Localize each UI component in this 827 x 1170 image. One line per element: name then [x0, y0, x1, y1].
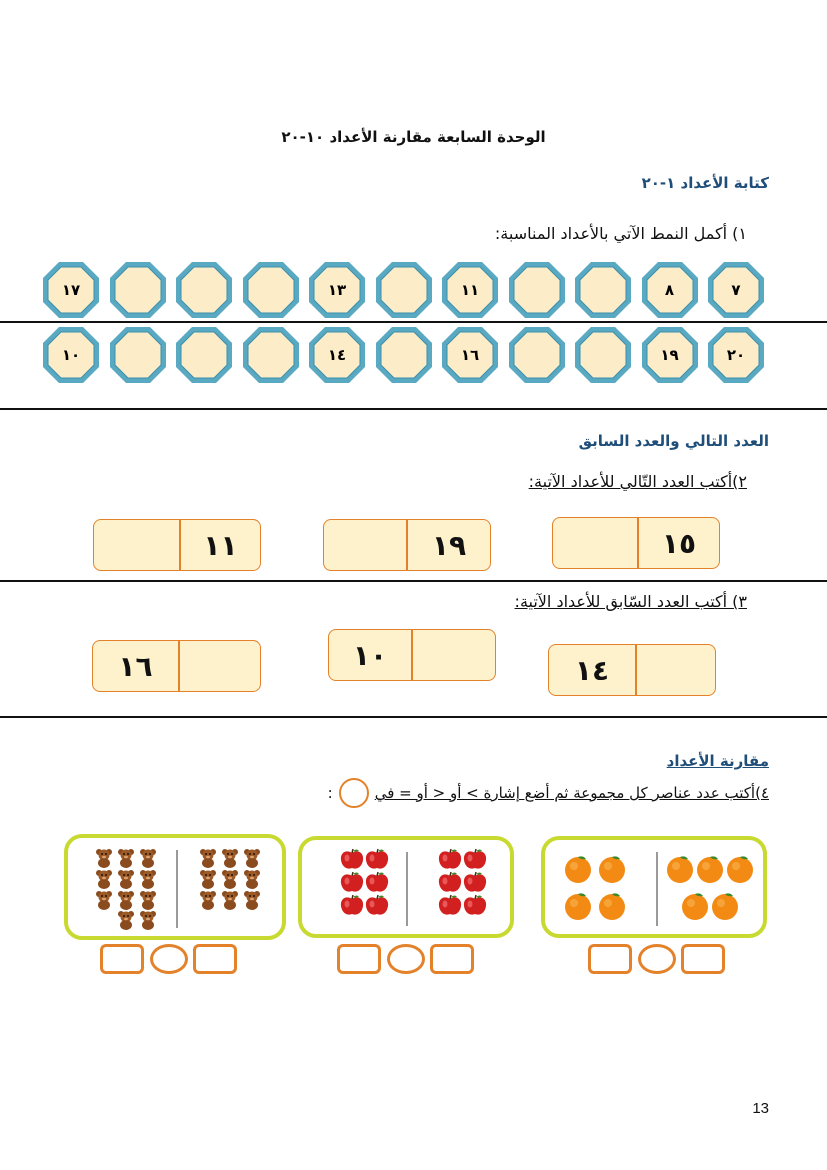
given-number: ١١ [203, 528, 238, 562]
previous-number-domino [548, 644, 716, 696]
octagon-blank[interactable] [507, 260, 567, 320]
apple-icon [340, 894, 364, 920]
given-number: ١٤ [574, 653, 610, 687]
answer-box[interactable] [178, 641, 262, 691]
octagon-number [706, 260, 766, 320]
answer-box[interactable] [324, 520, 406, 570]
octagon-label [507, 325, 567, 385]
octagon-label: ١٦ [460, 346, 480, 364]
divider [0, 716, 827, 718]
section-heading-writing-numbers: كتابة الأعداد ١-٢٠ [641, 174, 769, 192]
octagon-number [640, 260, 700, 320]
given-number: ١٥ [661, 526, 697, 560]
octagon-label: ١٤ [327, 346, 347, 364]
octagon-blank[interactable] [374, 325, 434, 385]
orange-icon [710, 891, 740, 925]
octagon-label: ٧ [731, 281, 741, 299]
count-box-right[interactable] [430, 944, 474, 974]
octagon-label: ١١ [460, 281, 480, 299]
octagon-blank[interactable] [241, 325, 301, 385]
octagon-blank[interactable] [241, 260, 301, 320]
compare-sign-circle[interactable] [387, 944, 425, 974]
octagon-label: ٢٠ [726, 346, 746, 364]
octagon-blank[interactable] [108, 325, 168, 385]
octagon-label [174, 260, 234, 320]
octagon-label [241, 260, 301, 320]
octagon-blank[interactable] [174, 260, 234, 320]
section-heading-next-previous: العدد التالي والعدد السابق [578, 432, 769, 450]
count-box-right[interactable] [681, 944, 725, 974]
previous-number-domino [328, 629, 496, 681]
question-3-text: ٣) أكتب العدد السّابق للأعداد الآتية: [514, 592, 747, 611]
teddy-bear-icon [138, 910, 158, 934]
group-apples [298, 836, 514, 938]
orange-icon [597, 854, 627, 888]
teddy-bear-icon [220, 890, 240, 914]
answer-box[interactable] [553, 518, 637, 568]
octagon-number [41, 325, 101, 385]
given-number: ١٠ [352, 638, 388, 672]
octagon-number [440, 325, 500, 385]
octagon-label: ١٠ [61, 346, 81, 364]
section-heading-compare-numbers: مقارنة الأعداد [666, 752, 769, 770]
count-box-right[interactable] [193, 944, 237, 974]
octagon-label [374, 260, 434, 320]
octagon-label: ٨ [664, 281, 675, 299]
orange-icon [597, 891, 627, 925]
octagon-label [174, 325, 234, 385]
teddy-bear-icon [198, 890, 218, 914]
divider [0, 580, 827, 582]
octagon-blank[interactable] [573, 325, 633, 385]
octagon-number [307, 325, 367, 385]
given-number: ١٩ [431, 528, 467, 562]
octagon-label: ١٧ [61, 281, 81, 299]
page-number: 13 [752, 1100, 769, 1117]
next-number-domino [552, 517, 720, 569]
octagon-label [374, 325, 434, 385]
teddy-bear-icon [94, 890, 114, 914]
orange-icon [695, 854, 725, 888]
apple-icon [365, 894, 389, 920]
octagon-label [241, 325, 301, 385]
octagon-blank[interactable] [108, 260, 168, 320]
group-teddy-bears [64, 834, 286, 940]
previous-number-domino [92, 640, 261, 692]
octagon-label [108, 325, 168, 385]
octagon-number [41, 260, 101, 320]
octagon-label [507, 260, 567, 320]
teddy-bear-icon [242, 890, 262, 914]
compare-sign-circle[interactable] [150, 944, 188, 974]
octagon-blank[interactable] [374, 260, 434, 320]
teddy-bear-icon [116, 910, 136, 934]
count-box-left[interactable] [588, 944, 632, 974]
question-4-text: ٤)أكتب عدد عناصر كل مجموعة ثم أضع إشارة > أو < أو = في [374, 784, 769, 802]
group-oranges [541, 836, 767, 938]
orange-icon [680, 891, 710, 925]
compare-sign-circle[interactable] [638, 944, 676, 974]
orange-icon [665, 854, 695, 888]
octagon-number [307, 260, 367, 320]
octagon-number [440, 260, 500, 320]
orange-icon [725, 854, 755, 888]
count-box-left[interactable] [337, 944, 381, 974]
question-4 [328, 778, 769, 808]
octagon-label [573, 260, 633, 320]
answer-box[interactable] [94, 520, 179, 570]
comparison-circle-icon [339, 778, 369, 808]
question-4-colon: : [327, 784, 333, 802]
page-title: الوحدة السابعة مقارنة الأعداد ١٠-٢٠ [281, 128, 546, 146]
answer-box[interactable] [635, 645, 717, 695]
question-2-text: ٢)أكتب العدد التّالي للأعداد الآتية: [528, 472, 747, 491]
given-number: ١٦ [118, 649, 153, 683]
count-box-left[interactable] [100, 944, 144, 974]
octagon-blank[interactable] [174, 325, 234, 385]
orange-icon [563, 854, 593, 888]
octagon-label: ١٣ [327, 281, 347, 299]
octagon-label [573, 325, 633, 385]
apple-icon [463, 894, 487, 920]
divider [0, 408, 827, 410]
next-number-domino [323, 519, 491, 571]
next-number-domino [93, 519, 261, 571]
orange-icon [563, 891, 593, 925]
octagon-label: ١٩ [660, 346, 679, 364]
divider [0, 321, 827, 323]
octagon-blank[interactable] [507, 325, 567, 385]
apple-icon [438, 894, 462, 920]
octagon-number [640, 325, 700, 385]
question-1-text: ١) أكمل النمط الآتي بالأعداد المناسبة: [494, 224, 747, 243]
octagon-label [108, 260, 168, 320]
octagon-number [706, 325, 766, 385]
octagon-blank[interactable] [573, 260, 633, 320]
answer-box[interactable] [411, 630, 497, 680]
